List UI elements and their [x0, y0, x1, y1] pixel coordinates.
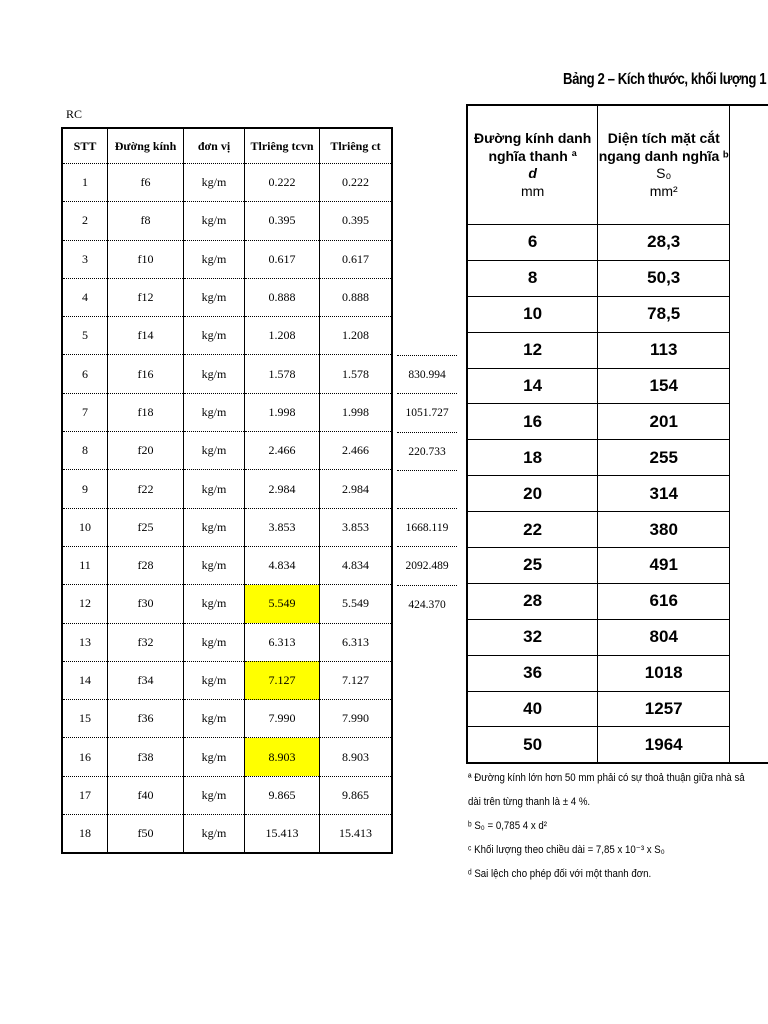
cell-diameter: f20: [108, 432, 184, 470]
reference-row: [467, 225, 768, 261]
reference-diameter: 12: [467, 332, 598, 368]
cell-diameter: f14: [108, 317, 184, 355]
reference-header-diameter: Đường kính danh nghĩa thanh ª d mm: [467, 105, 598, 225]
reference-row: [467, 260, 768, 296]
reference-area: 1257: [598, 691, 730, 727]
reference-area: 616: [598, 583, 730, 619]
cell-stt: 10: [62, 508, 108, 546]
cell-unit: kg/m: [184, 355, 245, 393]
cell-diameter: f18: [108, 393, 184, 431]
cell-weight-tcvn: 8.903: [245, 738, 320, 776]
reference-row: [467, 476, 768, 512]
reference-diameter: 20: [467, 476, 598, 512]
reference-header-row: [467, 105, 768, 225]
cell-unit: kg/m: [184, 776, 245, 814]
cell-stt: 11: [62, 546, 108, 584]
cell-weight-tcvn: 2.466: [245, 432, 320, 470]
table-row: [62, 164, 392, 202]
cell-weight-tcvn: 9.865: [245, 776, 320, 814]
reference-row: [467, 332, 768, 368]
cell-unit: kg/m: [184, 432, 245, 470]
reference-area: 78,5: [598, 296, 730, 332]
cell-weight-tcvn: 6.313: [245, 623, 320, 661]
cell-unit: kg/m: [184, 164, 245, 202]
cell-weight-ct: 1.578: [320, 355, 393, 393]
cell-stt: 7: [62, 393, 108, 431]
cell-diameter: f10: [108, 240, 184, 278]
table-row: [62, 661, 392, 699]
cell-diameter: f30: [108, 585, 184, 623]
cell-diameter: f38: [108, 738, 184, 776]
reference-area: 1964: [598, 727, 730, 763]
header-weight-ct: Tlriêng ct: [320, 128, 393, 164]
table-row: [62, 546, 392, 584]
cell-weight-ct: 2.984: [320, 470, 393, 508]
reference-row: [467, 727, 768, 763]
cell-diameter: f36: [108, 700, 184, 738]
cell-stt: 6: [62, 355, 108, 393]
reference-area: 804: [598, 619, 730, 655]
cell-unit: kg/m: [184, 661, 245, 699]
reference-diameter: 36: [467, 655, 598, 691]
reference-area: 255: [598, 440, 730, 476]
reference-diameter: 25: [467, 548, 598, 584]
table-row: [62, 700, 392, 738]
side-value: 220.733: [397, 432, 457, 471]
cell-diameter: f34: [108, 661, 184, 699]
cell-weight-tcvn: 0.395: [245, 202, 320, 240]
cell-unit: kg/m: [184, 738, 245, 776]
header-unit: đơn vị: [184, 128, 245, 164]
cell-weight-ct: 6.313: [320, 623, 393, 661]
reference-area: 491: [598, 548, 730, 584]
reference-row: [467, 583, 768, 619]
reference-diameter: 16: [467, 404, 598, 440]
note-c: ᶜ Khối lượng theo chiều dài = 7,85 x 10⁻³ x S₀: [468, 844, 665, 856]
cell-weight-ct: 2.466: [320, 432, 393, 470]
reference-area: 113: [598, 332, 730, 368]
cell-unit: kg/m: [184, 700, 245, 738]
side-value: 830.994: [397, 355, 457, 394]
side-value: [397, 815, 457, 854]
cell-unit: kg/m: [184, 623, 245, 661]
cell-diameter: f50: [108, 815, 184, 854]
reference-diameter: 22: [467, 512, 598, 548]
cell-unit: kg/m: [184, 470, 245, 508]
table-row: [62, 240, 392, 278]
reference-row: [467, 404, 768, 440]
table-row: [62, 585, 392, 623]
cell-unit: kg/m: [184, 585, 245, 623]
header-diameter: Đường kính: [108, 128, 184, 164]
cell-weight-tcvn: 1.208: [245, 317, 320, 355]
table-row: [62, 470, 392, 508]
note-a-cont: dài trên từng thanh là ± 4 %.: [468, 796, 591, 808]
cell-weight-ct: 1.998: [320, 393, 393, 431]
cell-weight-tcvn: 3.853: [245, 508, 320, 546]
header-weight-tcvn: Tlriêng tcvn: [245, 128, 320, 164]
cell-diameter: f6: [108, 164, 184, 202]
cell-unit: kg/m: [184, 202, 245, 240]
table-row: [62, 355, 392, 393]
cell-diameter: f12: [108, 278, 184, 316]
reference-dimension-table: [466, 104, 768, 764]
cell-stt: 13: [62, 623, 108, 661]
reference-diameter: 40: [467, 691, 598, 727]
reference-row: [467, 512, 768, 548]
cell-diameter: f32: [108, 623, 184, 661]
reference-diameter: 8: [467, 260, 598, 296]
side-value: [397, 661, 457, 699]
cell-weight-tcvn: 15.413: [245, 815, 320, 854]
cell-weight-ct: 5.549: [320, 585, 393, 623]
cell-diameter: f22: [108, 470, 184, 508]
reference-header-area: Diện tích mặt cắt ngang danh nghĩa ᵇ S₀ mm²: [598, 105, 730, 225]
side-value: [397, 240, 457, 278]
cell-stt: 17: [62, 776, 108, 814]
table-row: [62, 623, 392, 661]
cell-diameter: f40: [108, 776, 184, 814]
reference-table-notes: [468, 766, 745, 886]
reference-area: 380: [598, 512, 730, 548]
reference-area: 314: [598, 476, 730, 512]
side-value: [397, 278, 457, 316]
table-row: [62, 738, 392, 776]
side-value: 424.370: [397, 585, 457, 624]
reference-diameter: 32: [467, 619, 598, 655]
reference-area: 154: [598, 368, 730, 404]
table-header-row: [62, 128, 392, 164]
cell-weight-ct: 0.222: [320, 164, 393, 202]
table-row: [62, 508, 392, 546]
table-row: [62, 815, 392, 854]
reference-table-title: Bảng 2 – Kích thước, khối lượng 1: [563, 71, 767, 88]
cell-stt: 14: [62, 661, 108, 699]
side-value: [397, 776, 457, 814]
reference-diameter: 28: [467, 583, 598, 619]
cell-weight-ct: 7.990: [320, 700, 393, 738]
cell-weight-ct: 3.853: [320, 508, 393, 546]
reference-row: [467, 655, 768, 691]
cell-weight-tcvn: 1.578: [245, 355, 320, 393]
reference-area: 28,3: [598, 225, 730, 261]
table-caption-rc: RC: [66, 107, 83, 121]
side-value: [397, 317, 457, 355]
cell-stt: 5: [62, 317, 108, 355]
table-row: [62, 432, 392, 470]
reference-diameter: 18: [467, 440, 598, 476]
reference-diameter: 6: [467, 225, 598, 261]
cell-stt: 1: [62, 164, 108, 202]
cell-stt: 8: [62, 432, 108, 470]
reference-area: 1018: [598, 655, 730, 691]
side-value: 1668.119: [397, 508, 457, 547]
cell-weight-tcvn: 7.990: [245, 700, 320, 738]
cell-unit: kg/m: [184, 508, 245, 546]
cell-unit: kg/m: [184, 317, 245, 355]
cell-unit: kg/m: [184, 240, 245, 278]
table-row: [62, 776, 392, 814]
reference-row: [467, 296, 768, 332]
cell-diameter: f28: [108, 546, 184, 584]
table-row: [62, 317, 392, 355]
cell-diameter: f25: [108, 508, 184, 546]
note-d: ᵈ Sai lệch cho phép đối với một thanh đơn.: [468, 868, 652, 880]
cell-stt: 15: [62, 700, 108, 738]
table-row: [62, 202, 392, 240]
side-value: [397, 470, 457, 509]
reference-row: [467, 548, 768, 584]
side-value: [397, 700, 457, 738]
cell-stt: 3: [62, 240, 108, 278]
cell-weight-tcvn: 4.834: [245, 546, 320, 584]
reference-diameter: 50: [467, 727, 598, 763]
cell-weight-tcvn: 1.998: [245, 393, 320, 431]
cell-weight-tcvn: 0.617: [245, 240, 320, 278]
reference-diameter: 10: [467, 296, 598, 332]
reference-diameter: 14: [467, 368, 598, 404]
reference-row: [467, 440, 768, 476]
steel-weight-table: [61, 127, 393, 854]
cell-weight-tcvn: 0.222: [245, 164, 320, 202]
side-value: 2092.489: [397, 546, 457, 585]
cell-unit: kg/m: [184, 278, 245, 316]
side-value: [397, 164, 457, 202]
cell-weight-tcvn: 5.549: [245, 585, 320, 623]
cell-diameter: f8: [108, 202, 184, 240]
cell-stt: 16: [62, 738, 108, 776]
cell-weight-tcvn: 0.888: [245, 278, 320, 316]
cell-stt: 18: [62, 815, 108, 854]
cell-weight-tcvn: 7.127: [245, 661, 320, 699]
note-a: ª Đường kính lớn hơn 50 mm phải có sự thoả thuận giữa nhà sả: [468, 772, 745, 784]
reference-row: [467, 619, 768, 655]
cell-unit: kg/m: [184, 815, 245, 854]
cell-weight-ct: 0.888: [320, 278, 393, 316]
cell-weight-ct: 4.834: [320, 546, 393, 584]
cell-weight-ct: 15.413: [320, 815, 393, 854]
cell-stt: 12: [62, 585, 108, 623]
side-value: [397, 623, 457, 661]
cell-weight-tcvn: 2.984: [245, 470, 320, 508]
side-value: 1051.727: [397, 393, 457, 432]
header-stt: STT: [62, 128, 108, 164]
cell-diameter: f16: [108, 355, 184, 393]
table-row: [62, 278, 392, 316]
table-row: [62, 393, 392, 431]
reference-row: [467, 368, 768, 404]
cell-unit: kg/m: [184, 393, 245, 431]
reference-area: 201: [598, 404, 730, 440]
cell-weight-ct: 8.903: [320, 738, 393, 776]
side-value: [397, 738, 457, 776]
reference-area: 50,3: [598, 260, 730, 296]
cell-stt: 2: [62, 202, 108, 240]
cell-weight-ct: 0.617: [320, 240, 393, 278]
reference-row: [467, 691, 768, 727]
cell-stt: 9: [62, 470, 108, 508]
cell-weight-ct: 0.395: [320, 202, 393, 240]
cell-weight-ct: 7.127: [320, 661, 393, 699]
cell-weight-ct: 1.208: [320, 317, 393, 355]
side-value: [397, 202, 457, 240]
cell-weight-ct: 9.865: [320, 776, 393, 814]
cell-stt: 4: [62, 278, 108, 316]
note-b: ᵇ S₀ = 0,785 4 x d²: [468, 820, 547, 832]
cell-unit: kg/m: [184, 546, 245, 584]
